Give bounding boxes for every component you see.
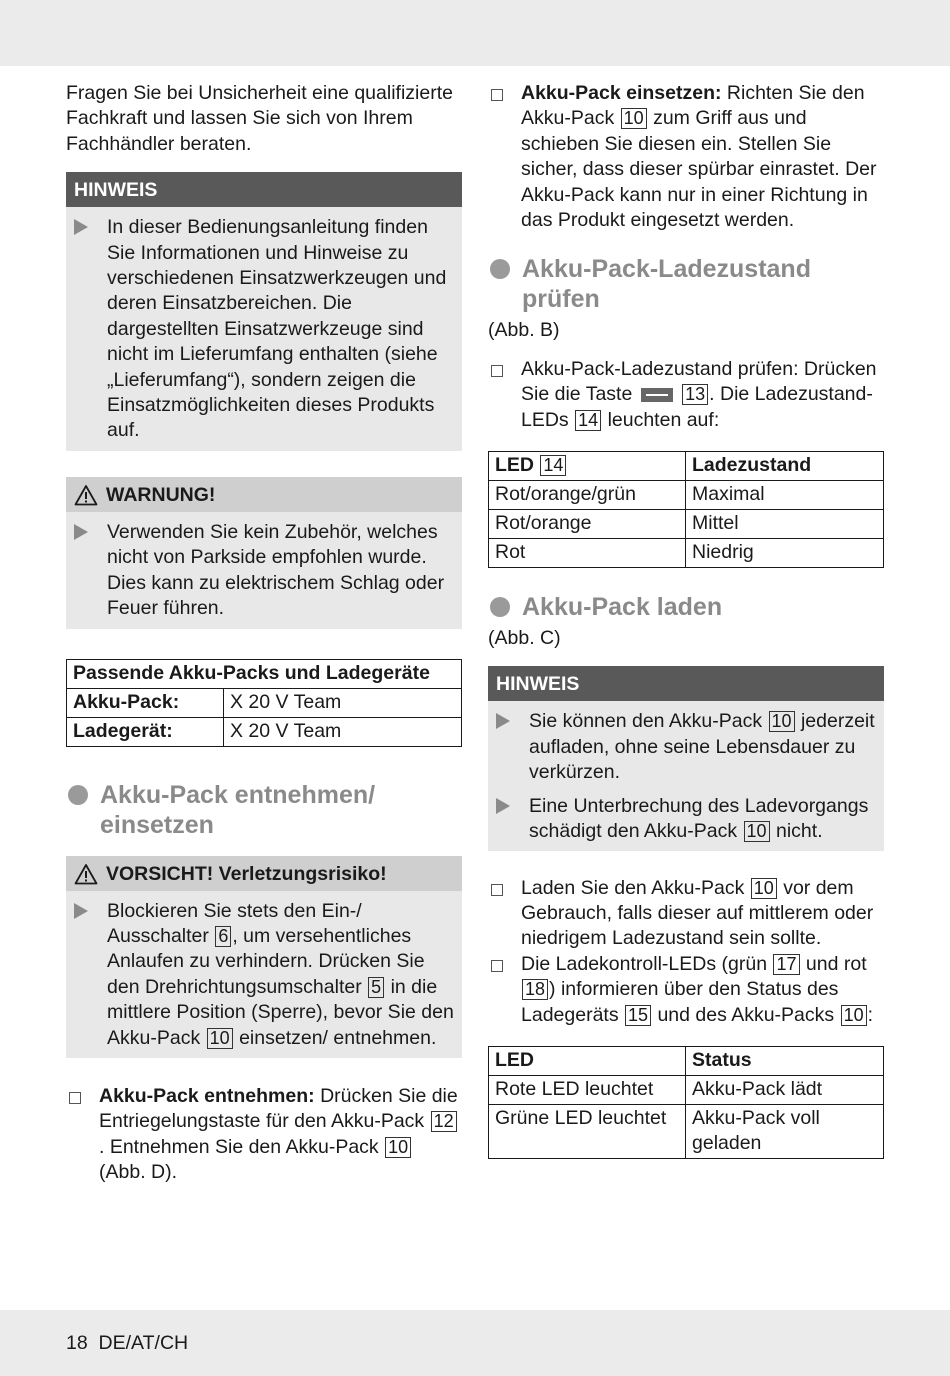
vorsicht-header [66, 856, 462, 891]
arrow-bullet-icon [74, 219, 88, 235]
left-column [66, 81, 462, 1186]
entnehmen-step [66, 1084, 462, 1186]
abb-b-label: (Abb. B) [488, 319, 560, 342]
checkbox-icon [491, 960, 503, 972]
akku-compat-table [66, 659, 462, 747]
vorsicht-title: VORSICHT! Verletzungsrisiko! [106, 862, 387, 885]
entnehmen-text: Akku-Pack entnehmen: Drücken Sie die Entriegelungstaste für den Akku-Pack 12. Entnehmen Sie den Akku-Pack 10 (Abb. D). [99, 1084, 458, 1184]
part-number-badge: 13 [682, 384, 708, 405]
warnung-box [66, 477, 462, 629]
hinweis-text: Sie können den Akku-Pack 10 jederzeit aufladen, ohne seine Lebensdauer zu verkürzen. [529, 710, 875, 784]
arrow-bullet-icon [74, 903, 88, 919]
arrow-bullet-icon [74, 524, 88, 540]
checkbox-icon [491, 884, 503, 896]
hinweis-bullet [74, 215, 454, 444]
page-number: 18 [66, 1332, 88, 1354]
abb-c-label: (Abb. C) [488, 627, 561, 650]
part-number-badge: 14 [540, 455, 566, 476]
table-header-row [489, 1046, 884, 1075]
table-cell: X 20 V Team [224, 717, 462, 746]
hinweis-text: Eine Unterbrechung des Ladevorgangs schädigt den Akku-Pack 10 nicht. [529, 794, 869, 843]
table-cell: Maximal [686, 481, 884, 510]
part-number-badge: 10 [769, 711, 795, 732]
warnung-bullet [74, 520, 454, 622]
table-cell: Rot/orange/grün [489, 481, 686, 510]
charge-button-icon [641, 388, 673, 402]
ladezustand-table [488, 451, 884, 568]
table-header: Status [686, 1046, 884, 1075]
table-header-row [489, 452, 884, 481]
table-row [489, 481, 884, 510]
bullet-dot-icon [490, 597, 510, 617]
laden-text-1: Laden Sie den Akku-Pack 10 vor dem Gebrauch, falls dieser auf mittlerem oder niedrigem Ladezustand sein sollte. [521, 876, 874, 950]
hinweis-box [66, 172, 462, 451]
part-number-badge: 10 [744, 821, 770, 842]
part-number-badge: 14 [575, 410, 601, 431]
intro-paragraph: Fragen Sie bei Unsicherheit eine qualifizierte Fachkraft und lassen Sie sich von Ihrem Fachhändler beraten. [66, 82, 453, 155]
table-cell: Ladegerät: [67, 717, 224, 746]
hinweis-box-right [488, 666, 884, 850]
einsetzen-text: Akku-Pack einsetzen: Richten Sie den Akku-Pack 10 zum Griff aus und schieben Sie diesen ein. Stellen Sie sicher, dass dieser spürbar einrastet. Der Akku-Pack kann nur in einer Richtung in das Produkt eingesetzt werden. [521, 82, 877, 232]
part-number-badge: 6 [215, 926, 231, 947]
laden-step-2 [488, 952, 884, 1028]
warning-triangle-icon [74, 863, 98, 885]
part-number-badge: 15 [625, 1005, 651, 1026]
laden-step-1 [488, 876, 884, 952]
warnung-header [66, 477, 462, 512]
table-header: Ladezustand [686, 452, 884, 481]
arrow-bullet-icon [496, 798, 510, 814]
table-row [489, 1075, 884, 1104]
vorsicht-text: Blockieren Sie stets den Ein-/ Ausschalter 6 , um versehentliches Anlaufen zu verhindern. Drücken Sie den Drehrichtungsumschalter 5 in die mittlere Position (Sperre), bevor Sie den Akku-Pack 10 einsetzen/ entnehmen. [107, 899, 454, 1049]
hinweis-bullet [496, 794, 876, 845]
arrow-bullet-icon [496, 713, 510, 729]
warning-triangle-icon [74, 484, 98, 506]
warnung-title: WARNUNG! [106, 483, 216, 506]
table-cell: Grüne LED leuchtet [489, 1104, 686, 1158]
hinweis-title: HINWEIS [66, 172, 462, 207]
status-table [488, 1046, 884, 1159]
section-heading-pruefen [488, 254, 884, 314]
table-cell: Mittel [686, 510, 884, 539]
section-title-text: Akku-Pack entnehmen/ einsetzen [100, 780, 376, 839]
checkbox-icon [69, 1092, 81, 1104]
table-cell: Rot/orange [489, 510, 686, 539]
table-row [489, 510, 884, 539]
bullet-dot-icon [490, 259, 510, 279]
table-row [489, 1104, 884, 1158]
table-cell: Niedrig [686, 539, 884, 568]
part-number-badge: 10 [385, 1137, 411, 1158]
vorsicht-box [66, 856, 462, 1058]
checkbox-icon [491, 89, 503, 101]
page-footer [66, 1331, 188, 1356]
laden-text-2: Die Ladekontroll-LEDs (grün 17 und rot 18 ) informieren über den Status des Ladegeräts 15 und des Akku-Packs 10 : [521, 952, 874, 1026]
pruefen-text: Akku-Pack-Ladezustand prüfen: Drücken Sie die Taste 13 . Die Ladezustand-LEDs 14 leuchten auf: [521, 357, 877, 431]
part-number-badge: 10 [751, 878, 777, 899]
checkbox-icon [491, 365, 503, 377]
hinweis-title: HINWEIS [488, 666, 884, 701]
table-header: LED [489, 1046, 686, 1075]
part-number-badge: 5 [368, 977, 384, 998]
table-row [67, 688, 462, 717]
pruefen-step [488, 357, 884, 433]
table-cell: Akku-Pack voll geladen [686, 1104, 884, 1158]
section-heading-laden [488, 592, 884, 622]
section-title-text: Akku-Pack-Ladezustand prüfen [522, 255, 811, 314]
section-heading-entnehmen [66, 780, 462, 840]
table-cell: Rote LED leuchtet [489, 1075, 686, 1104]
part-number-badge: 10 [207, 1028, 233, 1049]
table-row [67, 717, 462, 746]
akku-table-header: Passende Akku-Packs und Ladegeräte [67, 659, 462, 688]
hinweis-text: In dieser Bedienungsanleitung finden Sie Informationen und Hinweise zu verschiedenen Einsatzwerkzeugen und deren Einsatzbereichen. Die dargestellten Einsatzwerkzeuge sind nicht im Lieferumfang enthalten (siehe „Lieferumfang“), sondern zeigen die Einsatzmöglichkeiten dieses Produkts auf. [107, 216, 447, 442]
table-cell: Akku-Pack: [67, 688, 224, 717]
hinweis-bullet [496, 709, 876, 785]
part-number-badge: 12 [431, 1111, 457, 1132]
table-cell: Rot [489, 539, 686, 568]
section-title-text: Akku-Pack laden [522, 593, 723, 622]
bullet-dot-icon [68, 785, 88, 805]
right-column [488, 81, 884, 1159]
einsetzen-step [488, 81, 884, 233]
table-cell: Akku-Pack lädt [686, 1075, 884, 1104]
table-header: LED 14 [489, 452, 686, 481]
part-number-badge: 17 [773, 954, 799, 975]
part-number-badge: 10 [621, 108, 647, 129]
part-number-badge: 10 [841, 1005, 867, 1026]
table-cell: X 20 V Team [224, 688, 462, 717]
locale-label: DE/AT/CH [98, 1332, 189, 1354]
vorsicht-bullet [74, 899, 454, 1051]
warnung-text: Verwenden Sie kein Zubehör, welches nicht von Parkside empfohlen wurde. Dies kann zu elektrischem Schlag oder Feuer führen. [107, 520, 445, 620]
table-row [489, 539, 884, 568]
top-band [0, 0, 950, 66]
part-number-badge: 18 [522, 979, 548, 1000]
